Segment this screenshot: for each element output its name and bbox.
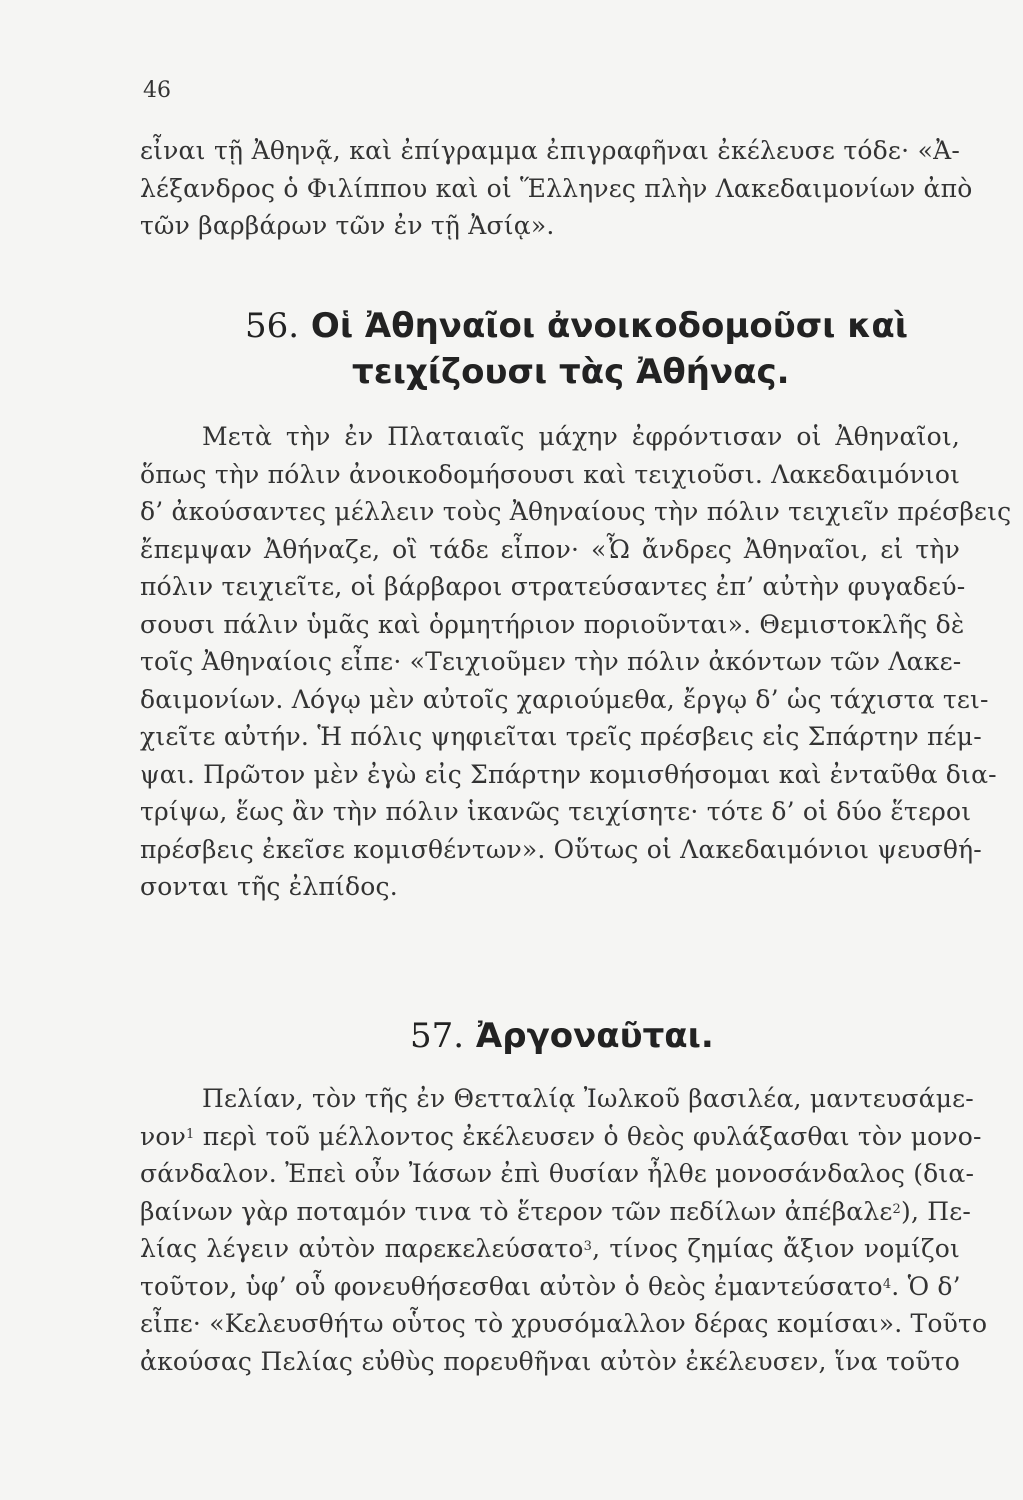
text-line: πόλιν τειχιεῖτε, οἱ βάρβαροι στρατεύσαντες ἐπ’ αὐτὴν φυγαδεύ- — [140, 572, 966, 601]
text-line — [140, 1268, 960, 1306]
section-57-number: 57. — [410, 1016, 465, 1056]
text-line: εἶπε· «Κελευσθήτω οὗτος τὸ χρυσόμαλλον δέρας κομίσαι». Τοῦτο — [140, 1309, 988, 1338]
text-line: ὅπως τὴν πόλιν ἀνοικοδομήσουσι καὶ τειχιοῦσι. Λακεδαιμόνιοι — [140, 459, 961, 489]
text-line: ἀκούσας Πελίας εὐθὺς πορευθῆναι αὐτὸν ἐκέλευσεν, ἵνα τοῦτο — [140, 1346, 960, 1376]
text-fragment: λίας λέγειν αὐτὸν παρεκελεύσατο — [140, 1234, 584, 1263]
section-56-heading-line2 — [352, 352, 790, 392]
text-line: ψαι. Πρῶτον μὲν ἐγὼ εἰς Σπάρτην κομισθήσομαι καὶ ἐνταῦθα δια- — [140, 759, 997, 789]
text-line — [140, 1118, 982, 1156]
text-fragment: τοῦτον, ὑφ’ οὗ φονευθήσεσθαι αὐτὸν ὁ θεὸς ἐμαντεύσατο — [140, 1271, 883, 1301]
footnote-mark: 2 — [892, 1201, 902, 1217]
text-line: δαιμονίων. Λόγῳ μὲν αὐτοῖς χαριούμεθα, ἔργῳ δ’ ὡς τάχιστα τει- — [140, 684, 989, 714]
intro-paragraph — [140, 132, 973, 245]
text-fragment: περὶ τοῦ μέλλοντος ἐκέλευσεν ὁ θεὸς φυλάξασθαι τὸν μονο- — [202, 1121, 982, 1151]
section-56-title-line2: τειχίζουσι τὰς Ἀθήνας. — [352, 352, 790, 392]
text-line: Πελίαν, τὸν τῆς ἐν Θετταλίᾳ Ἰωλκοῦ βασιλέα, μαντευσάμε- — [202, 1084, 974, 1113]
footnote-mark: 3 — [583, 1239, 593, 1254]
text-line: δ’ ἀκούσαντες μέλλειν τοὺς Ἀθηναίους τὴν πόλιν τειχιεῖν πρέσβεις — [140, 497, 1012, 526]
section-57-paragraph — [140, 1080, 988, 1380]
text-line: σάνδαλον. Ἐπεὶ οὖν Ἰάσων ἐπὶ θυσίαν ἦλθε μονοσάνδαλος (δια- — [140, 1159, 975, 1188]
text-fragment: ), Πε- — [901, 1196, 972, 1226]
text-fragment: . Ὁ δ’ — [891, 1271, 961, 1301]
text-line: εἶναι τῇ Ἀθηνᾷ, καὶ ἐπίγραμμα ἐπιγραφῆναι ἐκέλευσε τόδε· «Ἀ- — [140, 136, 960, 165]
text-line: τῶν βαρβάρων τῶν ἐν τῇ Ἀσίᾳ». — [140, 211, 555, 240]
footnote-mark: 1 — [186, 1126, 195, 1142]
text-line: σουσι πάλιν ὑμᾶς καὶ ὁρμητήριον ποριοῦνται». Θεμιστοκλῆς δὲ — [140, 609, 965, 639]
text-line — [140, 1230, 960, 1268]
text-line — [140, 1193, 972, 1231]
section-56-heading-line1 — [245, 306, 908, 346]
section-57-title: Ἀργοναῦται. — [475, 1016, 714, 1056]
text-line: τοῖς Ἀθηναίοις εἶπε· «Τειχιοῦμεν τὴν πόλιν ἀκόντων τῶν Λακε- — [140, 647, 962, 676]
page-number: 46 — [143, 78, 171, 103]
text-fragment: , τίνος ζημίας ἄξιον νομίζοι — [592, 1234, 960, 1263]
text-fragment: βαίνων γὰρ ποταμόν τινα τὸ ἕτερον τῶν πεδίλων ἀπέβαλε — [140, 1196, 893, 1226]
text-fragment: νον — [140, 1121, 187, 1151]
footnote-mark: 4 — [882, 1276, 892, 1292]
section-56-paragraph — [140, 418, 1012, 906]
text-line: πρέσβεις ἐκεῖσε κομισθέντων». Οὕτως οἱ Λακεδαιμόνιοι ψευσθή- — [140, 834, 982, 864]
section-56-title-line1: Οἱ Ἀθηναῖοι ἀνοικοδομοῦσι καὶ — [310, 306, 909, 346]
section-56-number: 56. — [245, 306, 300, 346]
text-line: Μετὰ τὴν ἐν Πλαταιαῖς μάχην ἐφρόντισαν οἱ Ἀθηναῖοι, — [202, 422, 960, 451]
text-line: λέξανδρος ὁ Φιλίππου καὶ οἱ Ἕλληνες πλὴν Λακεδαιμονίων ἀπὸ — [140, 173, 973, 203]
text-line: σονται τῆς ἐλπίδος. — [140, 872, 398, 901]
section-57-heading — [410, 1016, 714, 1056]
text-line: τρίψω, ἕως ἂν τὴν πόλιν ἱκανῶς τειχίσητε· τότε δ’ οἱ δύο ἕτεροι — [140, 797, 972, 826]
text-line: ἔπεμψαν Ἀθήναζε, οἳ τάδε εἶπον· «Ὦ ἄνδρες Ἀθηναῖοι, εἰ τὴν — [140, 534, 960, 564]
text-line: χιεῖτε αὐτήν. Ἡ πόλις ψηφιεῖται τρεῖς πρέσβεις εἰς Σπάρτην πέμ- — [140, 722, 982, 751]
